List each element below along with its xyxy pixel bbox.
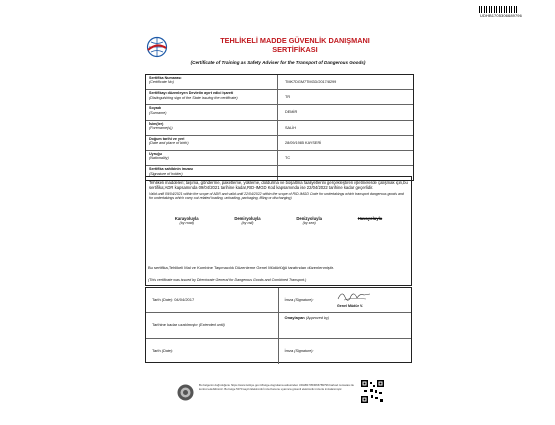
value-certificate-no: TMK7DGM7TMGD/2017/8299 (285, 80, 337, 85)
approved-cell: Onaylayan (Approved by) (284, 315, 330, 321)
title-line-1: TEHLİKELİ MADDE GÜVENLİK DANIŞMANI (220, 36, 370, 45)
label-en: (Signature of holder) (149, 171, 183, 176)
issue-date-cell: Tarih (Date): 04/04/2017 (146, 288, 279, 312)
label-tr: Doğum tarihi ve yeri (149, 136, 185, 141)
official-signature-icon (336, 289, 372, 303)
declaration-tr: Tehlikeli maddeleri; taşıma, gönderme, paketleme, yükleme, doldurma ve boşaltma faaliyetlerini gerçekleştiren işletmelerde çalışmak için,bu sertifika;ADR kapsamında 09/04/2021 tarihine kadar,RID-IMGD Kod kapsamında ise 22/04/2022 tarihine kadar geçerlidir. (149, 180, 408, 190)
label-tr: Sertifika Numarası (149, 76, 182, 80)
barcode (479, 6, 519, 13)
row-state-sign (146, 90, 413, 105)
row-nationality (146, 151, 413, 166)
label-tr: Soyadı (149, 106, 162, 111)
label-en: (Forename(s)) (149, 125, 173, 130)
signature2-cell: İmza (Signature): (284, 347, 314, 353)
certificate-title (165, 37, 425, 54)
label-en: (Distinguishing sign of the State issuing the certificate) (149, 95, 238, 100)
verification-footer: Bu belgenin doğruluğunu https://www.turkiye.gov.tr/belge-dogrulama adresinden UDHB17053066789796 barkod numarası ile kontrol edebilirsiniz. Bu belge 5070 sayılı Elektronik İmza Kanunu uyarınca güvenli elektronik imza ile imzalanmıştır. (199, 383, 354, 391)
holder-info-table (145, 74, 414, 181)
row-birth (146, 136, 413, 151)
date2-cell: Tarih (Date): (146, 339, 279, 364)
row-forenames (146, 121, 413, 136)
certificate-subtitle: (Certificate of Training as Safety Adviser for the Transport of Dangerous Goods) (190, 60, 366, 65)
label-tr: Sertifikayı düzenleyen Devletin ayırt edici işareti (149, 91, 234, 96)
label-en: (Surname) (149, 110, 167, 115)
value-surname: DEMİR (285, 110, 298, 115)
value-nationality: TC (285, 156, 291, 161)
mode-rail: Demiryoluyla (by rail) (234, 215, 261, 225)
mode-road: Karayoluyla (by road) (174, 215, 199, 225)
label-tr: Uyruğu (149, 151, 162, 156)
label-en: (Certificate No) (149, 80, 174, 85)
value-forenames: SALİH (285, 125, 296, 130)
row-certificate-no (146, 75, 413, 90)
mode-air: Havayoluyla (357, 215, 383, 221)
document-number: UDHB1705306689796 (480, 13, 522, 18)
issued-by-en: (This certificate was issued by Directorate General for Dangerous Goods and Combined Transport.) (148, 278, 307, 282)
official-title: Genel Müdür V. (337, 304, 364, 308)
label-tr: Sertifika sahibinin imzası (149, 167, 194, 172)
qr-code-icon (361, 380, 384, 403)
extension-cell: Tarihine kadar uzatılmıştır (Extended until) (146, 313, 279, 337)
issued-by-tr: Bu sertifika,Tehlikeli Mal ve Kombine Taşımacılık Düzenleme Genel Müdürlüğü tarafından düzenlenmiştir. (148, 265, 335, 270)
row-surname (146, 105, 413, 120)
issue-date-value: 04/04/2017 (174, 297, 195, 302)
e-signature-seal-icon (177, 384, 194, 401)
label-en: (Date and place of birth) (149, 141, 189, 146)
label-tr: İsim(ler) (149, 121, 164, 126)
mode-sea: Denizyoluyla (by sea) (296, 215, 322, 225)
transport-modes (149, 216, 408, 225)
value-birth: 28/09/1985 KAYSERİ (285, 140, 322, 145)
label-en: (Nationality) (149, 156, 169, 161)
declaration-en: Valid until 09/04/2021 within the scope of ADR and valid until 22/04/2022 within the scope of RID-IMGD Code for undertakings which transport dangerous goods and for undertakings which carry out related loading, unloading, packaging, filling or discharging) (149, 192, 404, 201)
title-line-2: SERTİFİKASI (272, 44, 318, 54)
value-state-sign: TR (285, 95, 291, 100)
signature-cell: İmza (Signature): (284, 297, 314, 302)
